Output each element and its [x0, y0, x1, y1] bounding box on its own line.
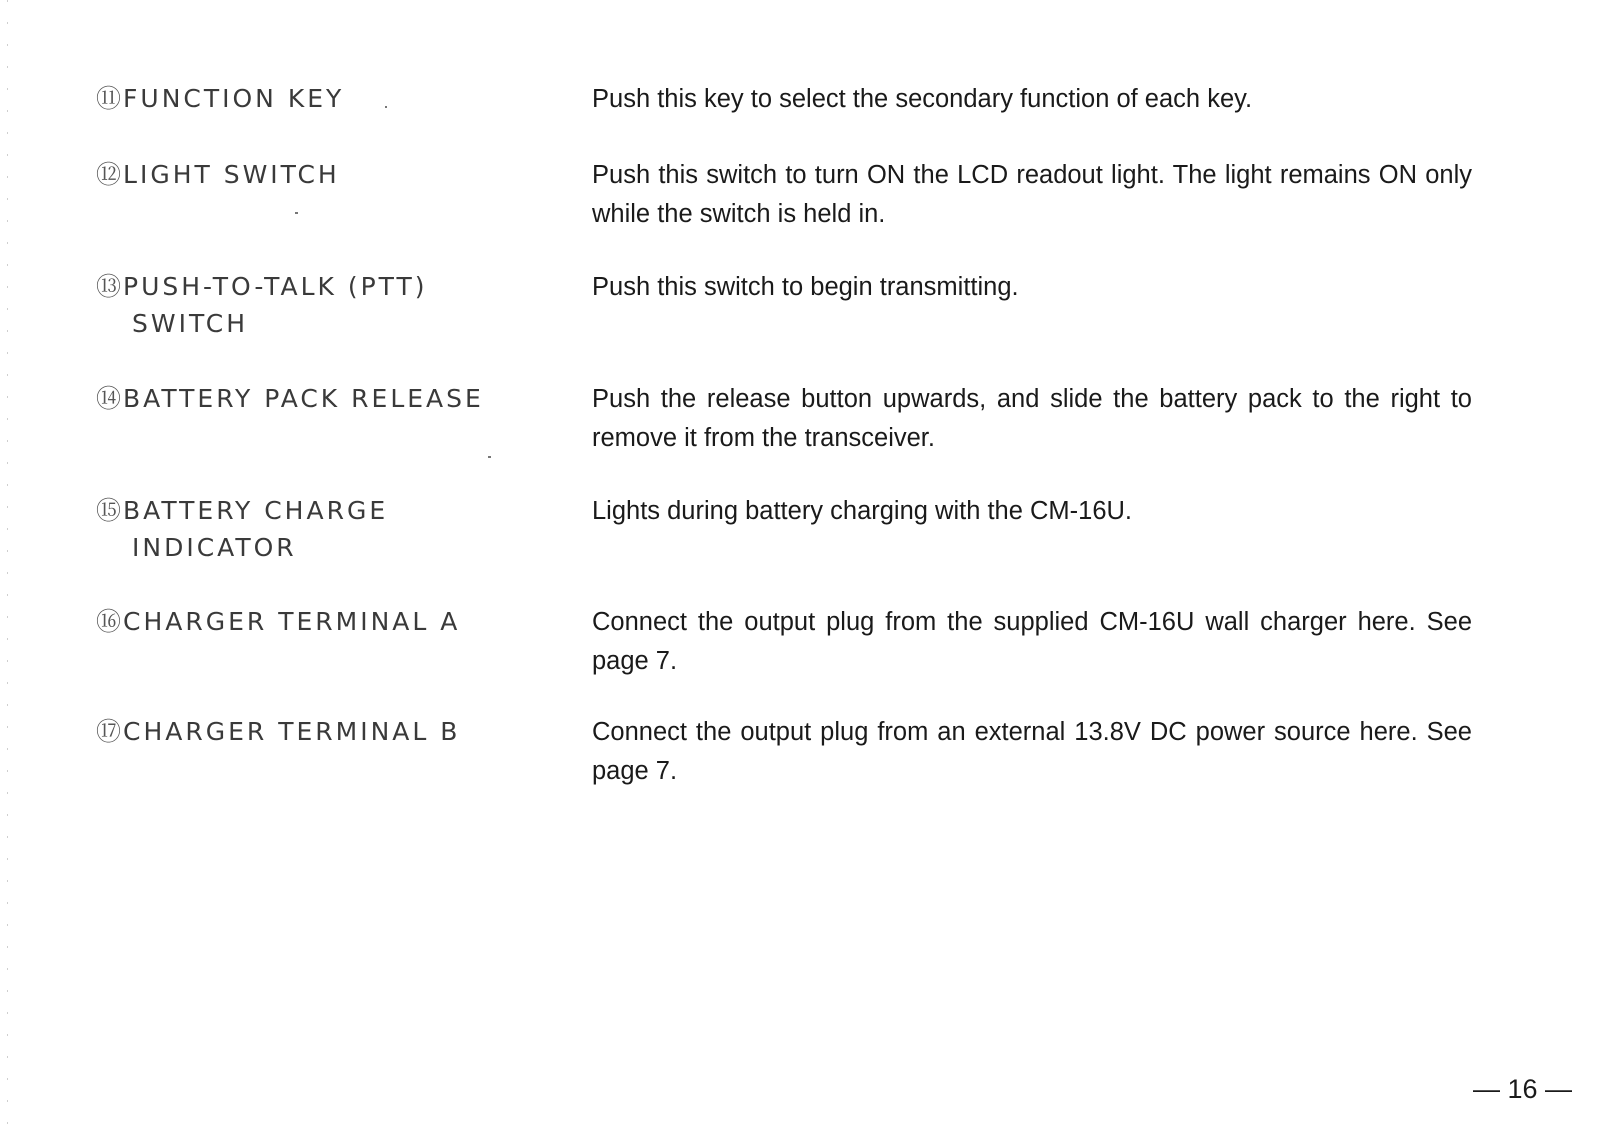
item-term-line: FUNCTION KEY [123, 84, 345, 113]
item-term-line: LIGHT SWITCH [123, 160, 340, 189]
item-number: ⑫ [96, 160, 122, 189]
item-description: Connect the output plug from an external 13.8V DC power source here. See page 7. [592, 718, 1472, 785]
item-description: Lights during battery charging with the CM-16U. [592, 497, 1133, 525]
item-term-line: BATTERY CHARGE [123, 496, 389, 525]
item-term [96, 156, 556, 193]
item-number: ⑭ [96, 384, 122, 413]
item-term-line: INDICATOR [132, 533, 297, 562]
scan-speck [295, 212, 298, 214]
item-term [96, 268, 556, 342]
item-number: ⑯ [96, 607, 122, 636]
item-number: ⑪ [96, 84, 122, 113]
scan-edge-marks [7, 0, 8, 1137]
item-number: ⑬ [96, 272, 122, 301]
item-term [96, 603, 556, 640]
item-term [96, 380, 556, 417]
item-term-line: BATTERY PACK RELEASE [123, 384, 484, 413]
scan-speck [385, 106, 387, 108]
item-description: Push this key to select the secondary function of each key. [592, 85, 1253, 113]
page-number: — 16 — [1472, 1074, 1572, 1104]
item-term-line: CHARGER TERMINAL B [123, 717, 461, 746]
item-number: ⑮ [96, 496, 122, 525]
item-term-line: CHARGER TERMINAL A [123, 607, 461, 636]
item-description: Connect the output plug from the supplied CM-16U wall charger here. See page 7. [592, 608, 1472, 675]
scan-speck [488, 456, 491, 458]
item-description: Push the release button upwards, and slide the battery pack to the right to remove it from the transceiver. [592, 385, 1472, 452]
item-description: Push this switch to turn ON the LCD readout light. The light remains ON only while the switch is held in. [592, 161, 1472, 228]
item-description: Push this switch to begin transmitting. [592, 273, 1019, 301]
item-term [96, 492, 556, 566]
item-term [96, 80, 556, 117]
item-term [96, 713, 556, 750]
item-number: ⑰ [96, 717, 122, 746]
item-term-line: PUSH-TO-TALK (PTT) [123, 272, 428, 301]
item-term-line: SWITCH [132, 309, 249, 338]
